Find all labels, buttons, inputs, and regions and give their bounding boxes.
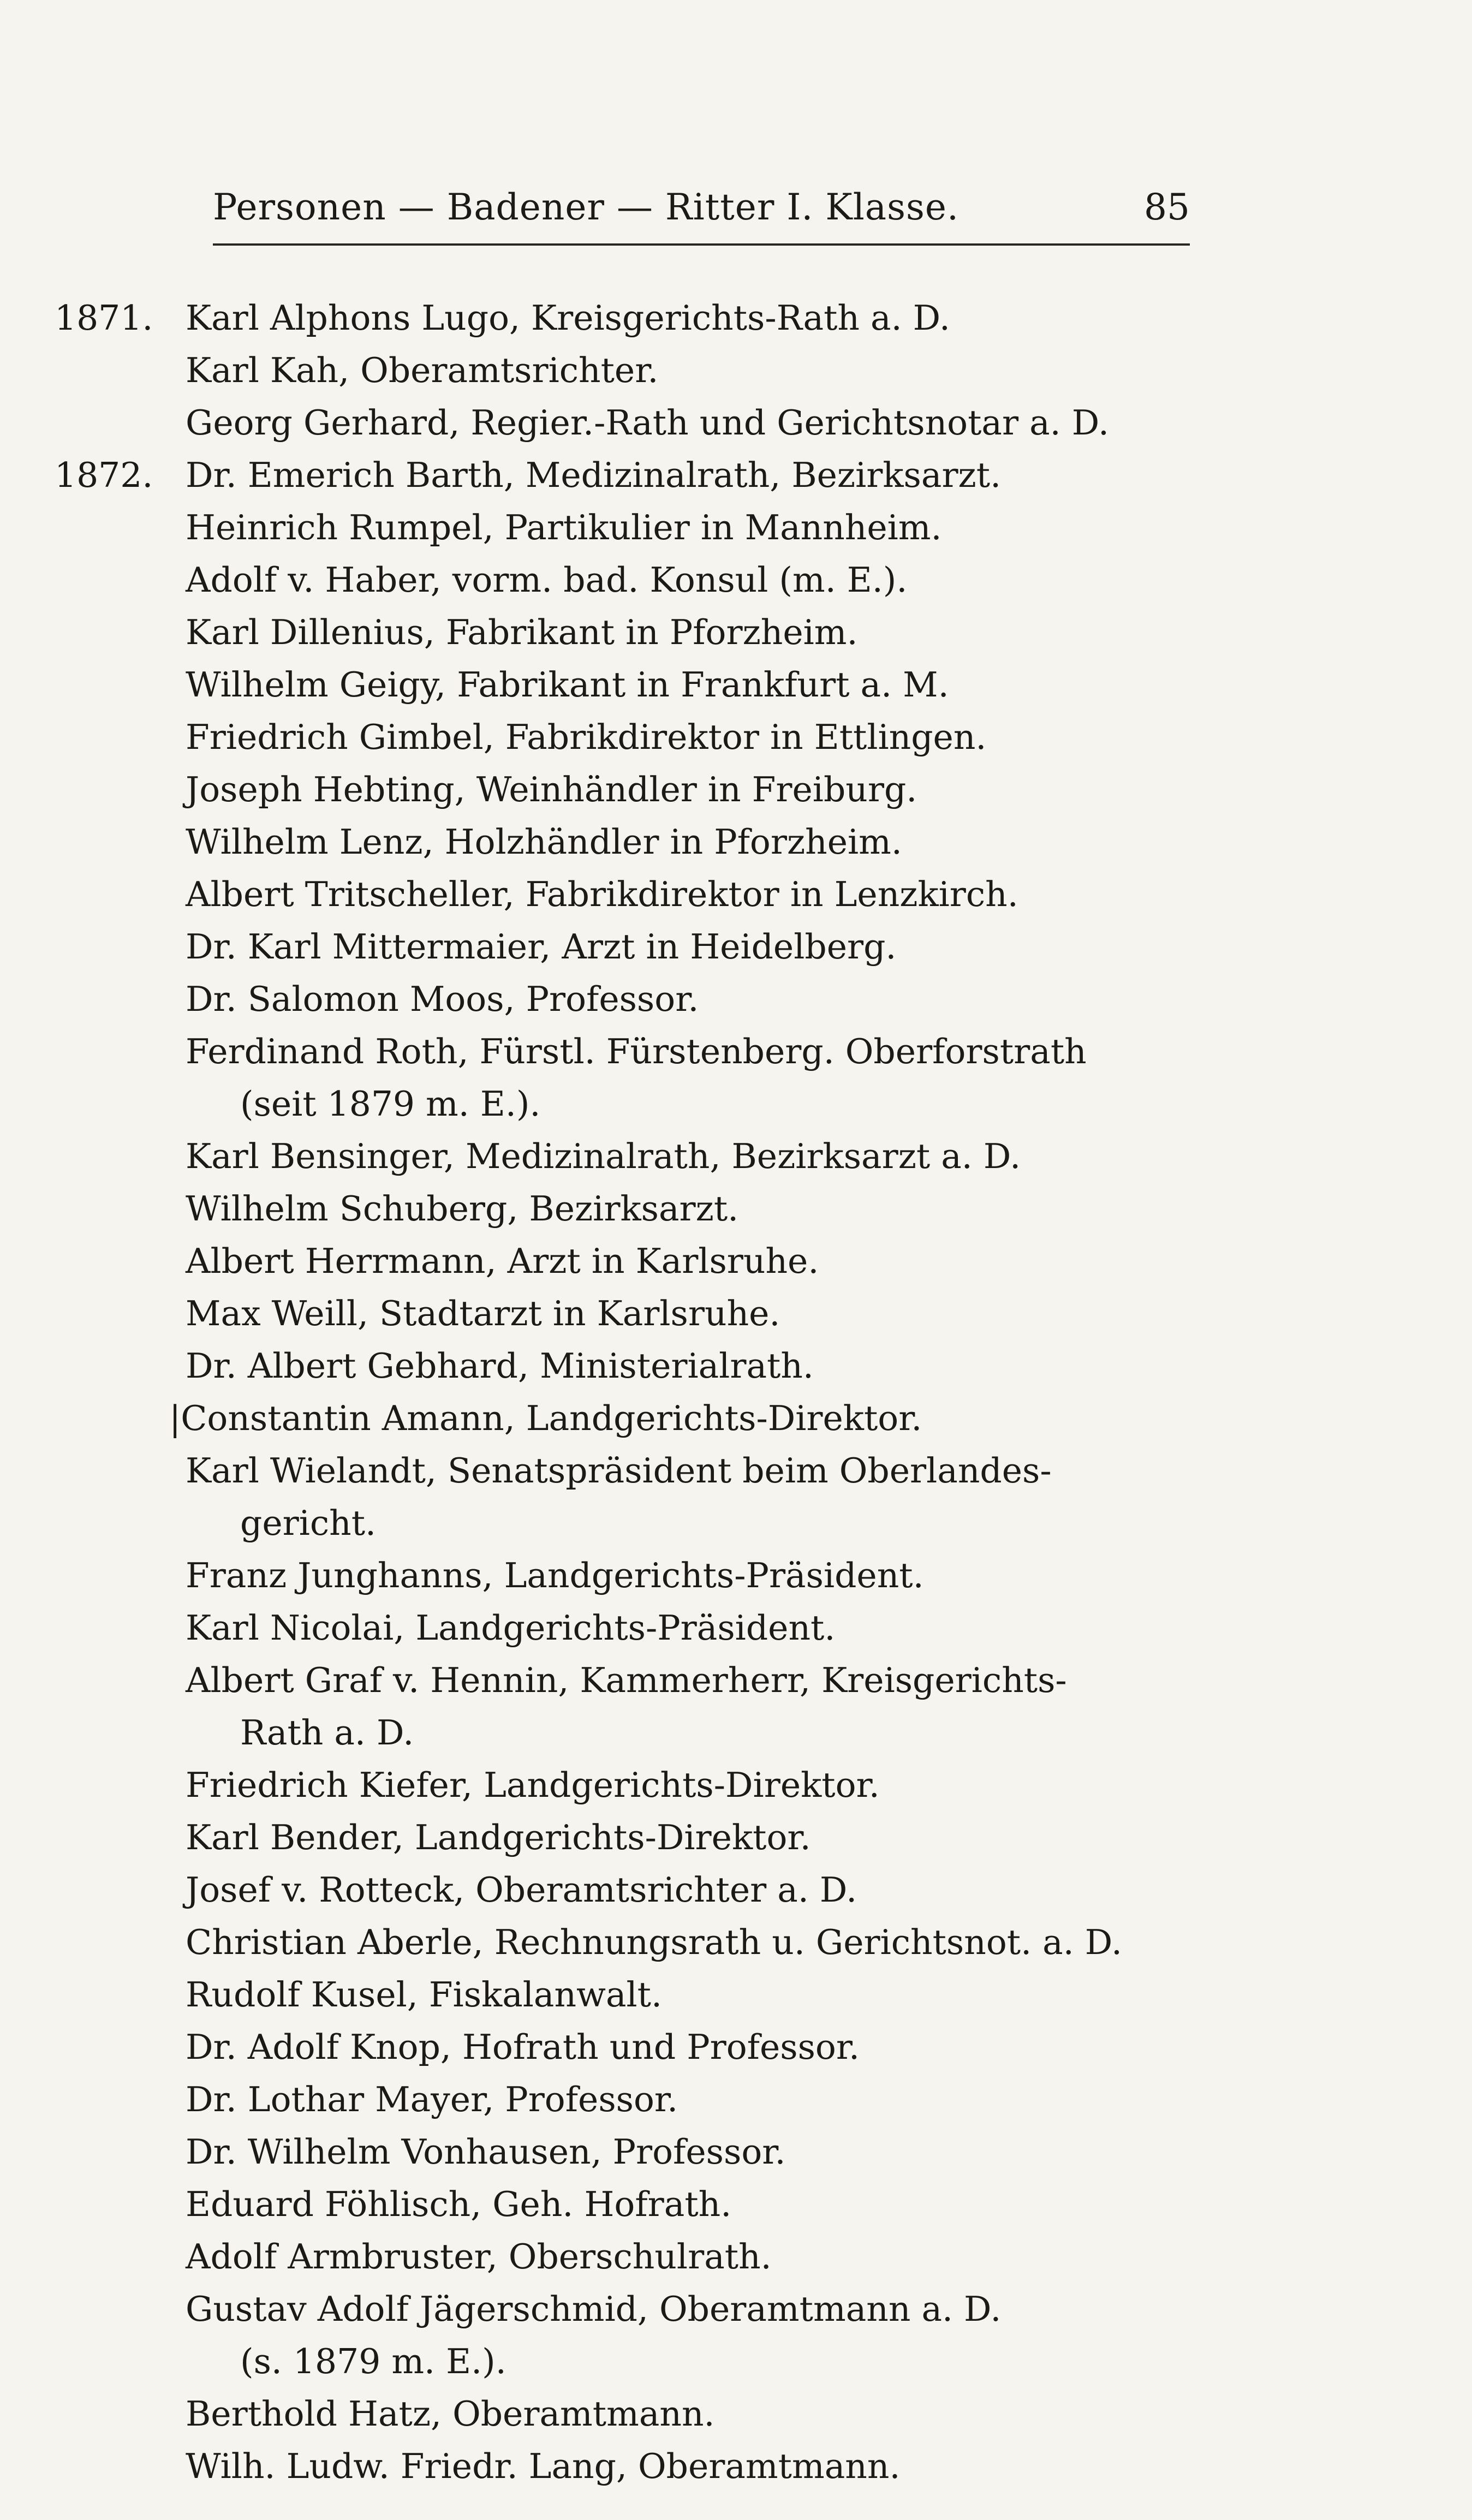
list-item <box>0 1916 1472 1969</box>
entry-text: Friedrich Gimbel, Fabrikdirektor in Ettlingen. <box>186 717 987 757</box>
list-item <box>0 1183 1472 1235</box>
list-item <box>0 764 1472 816</box>
entry-text: Albert Herrmann, Arzt in Karlsruhe. <box>186 1241 819 1281</box>
list-item <box>0 449 1472 502</box>
entry-text: Max Weill, Stadtarzt in Karlsruhe. <box>186 1294 780 1333</box>
entry-text: Wilh. Ludw. Friedr. Lang, Oberamtmann. <box>186 2446 901 2486</box>
list-item <box>0 2388 1472 2440</box>
entry-text: Christian Aberle, Rechnungsrath u. Gerichtsnot. a. D. <box>186 1922 1123 1962</box>
entry-text: |Constantin Amann, Landgerichts-Direktor. <box>169 1398 922 1438</box>
entry-text: Karl Nicolai, Landgerichts-Präsident. <box>186 1608 836 1648</box>
list-item-continuation <box>0 1078 1472 1130</box>
entry-text: Ferdinand Roth, Fürstl. Fürstenberg. Oberforstrath <box>186 1032 1087 1071</box>
running-header <box>213 177 1190 237</box>
entry-text: Rath a. D. <box>240 1713 414 1753</box>
page-number: 85 <box>1144 186 1190 228</box>
list-item <box>0 397 1472 449</box>
entry-text: Karl Kah, Oberamtsrichter. <box>186 350 659 390</box>
entry-text: Dr. Emerich Barth, Medizinalrath, Bezirksarzt. <box>186 455 1002 495</box>
list-item <box>0 1759 1472 1812</box>
list-item <box>0 2126 1472 2178</box>
list-item <box>0 1550 1472 1602</box>
list-item <box>0 606 1472 659</box>
entry-text: (seit 1879 m. E.). <box>240 1084 541 1124</box>
list-item <box>0 816 1472 868</box>
list-item <box>0 1602 1472 1654</box>
entry-list <box>0 292 1472 2493</box>
entry-text: Rudolf Kusel, Fiskalanwalt. <box>186 1975 663 2015</box>
list-item <box>0 2231 1472 2283</box>
list-item <box>0 1812 1472 1864</box>
list-item <box>0 344 1472 397</box>
entry-text: (s. 1879 m. E.). <box>240 2342 506 2381</box>
list-item <box>0 2178 1472 2231</box>
list-item <box>0 502 1472 554</box>
list-item-continuation <box>0 1497 1472 1550</box>
list-item <box>0 659 1472 711</box>
list-item <box>0 2283 1472 2336</box>
entry-text: Dr. Adolf Knop, Hofrath und Professor. <box>186 2027 860 2067</box>
entry-text: gericht. <box>240 1503 377 1543</box>
entry-text: Friedrich Kiefer, Landgerichts-Direktor. <box>186 1765 880 1805</box>
entry-text: Karl Bensinger, Medizinalrath, Bezirksarzt a. D. <box>186 1136 1021 1176</box>
list-item <box>0 973 1472 1026</box>
list-item <box>0 921 1472 973</box>
list-item <box>0 1392 1472 1445</box>
entry-text: Dr. Lothar Mayer, Professor. <box>186 2080 678 2119</box>
entry-text: Adolf Armbruster, Oberschulrath. <box>186 2237 772 2277</box>
entry-text: Karl Alphons Lugo, Kreisgerichts-Rath a. D. <box>186 298 950 338</box>
list-item <box>0 1654 1472 1707</box>
entry-text: Eduard Föhlisch, Geh. Hofrath. <box>186 2184 732 2224</box>
entry-year: 1872. <box>55 455 153 495</box>
list-item <box>0 1026 1472 1078</box>
list-item <box>0 1130 1472 1183</box>
entry-year: 1871. <box>55 298 153 338</box>
entry-text: Adolf v. Haber, vorm. bad. Konsul (m. E.). <box>186 560 908 600</box>
list-item <box>0 2440 1472 2493</box>
entry-text: Berthold Hatz, Oberamtmann. <box>186 2394 715 2434</box>
entry-text: Wilhelm Lenz, Holzhändler in Pforzheim. <box>186 822 902 862</box>
list-item <box>0 1969 1472 2021</box>
entry-text: Dr. Albert Gebhard, Ministerialrath. <box>186 1346 814 1386</box>
entry-text: Heinrich Rumpel, Partikulier in Mannheim. <box>186 508 942 547</box>
entry-text: Dr. Wilhelm Vonhausen, Professor. <box>186 2132 786 2172</box>
entry-text: Karl Bender, Landgerichts-Direktor. <box>186 1818 811 1857</box>
entry-text: Wilhelm Geigy, Fabrikant in Frankfurt a. M. <box>186 665 949 705</box>
entry-text: Albert Graf v. Hennin, Kammerherr, Kreisgerichts- <box>186 1660 1067 1700</box>
list-item <box>0 868 1472 921</box>
entry-text: Joseph Hebting, Weinhändler in Freiburg. <box>186 770 917 809</box>
list-item <box>0 292 1472 344</box>
entry-text: Wilhelm Schuberg, Bezirksarzt. <box>186 1189 739 1229</box>
entry-text: Dr. Salomon Moos, Professor. <box>186 979 699 1019</box>
entry-text: Karl Dillenius, Fabrikant in Pforzheim. <box>186 612 858 652</box>
entry-text: Karl Wielandt, Senatspräsident beim Oberlandes- <box>186 1451 1052 1491</box>
list-item <box>0 1340 1472 1392</box>
list-item <box>0 2074 1472 2126</box>
list-item <box>0 2021 1472 2074</box>
entry-text: Josef v. Rotteck, Oberamtsrichter a. D. <box>186 1870 857 1910</box>
entry-text: Gustav Adolf Jägerschmid, Oberamtmann a. D. <box>186 2289 1002 2329</box>
header-title: Personen — Badener — Ritter I. Klasse. <box>213 186 959 228</box>
list-item <box>0 1445 1472 1497</box>
entry-text: Albert Tritscheller, Fabrikdirektor in Lenzkirch. <box>186 874 1018 914</box>
header-rule <box>213 243 1190 246</box>
list-item <box>0 1864 1472 1916</box>
entry-text: Georg Gerhard, Regier.-Rath und Gerichtsnotar a. D. <box>186 403 1110 443</box>
list-item <box>0 554 1472 606</box>
entry-text: Dr. Karl Mittermaier, Arzt in Heidelberg. <box>186 927 897 967</box>
list-item-continuation <box>0 1707 1472 1759</box>
list-item <box>0 711 1472 764</box>
list-item <box>0 1235 1472 1288</box>
list-item-continuation <box>0 2336 1472 2388</box>
list-item <box>0 1288 1472 1340</box>
entry-text: Franz Junghanns, Landgerichts-Präsident. <box>186 1556 924 1595</box>
